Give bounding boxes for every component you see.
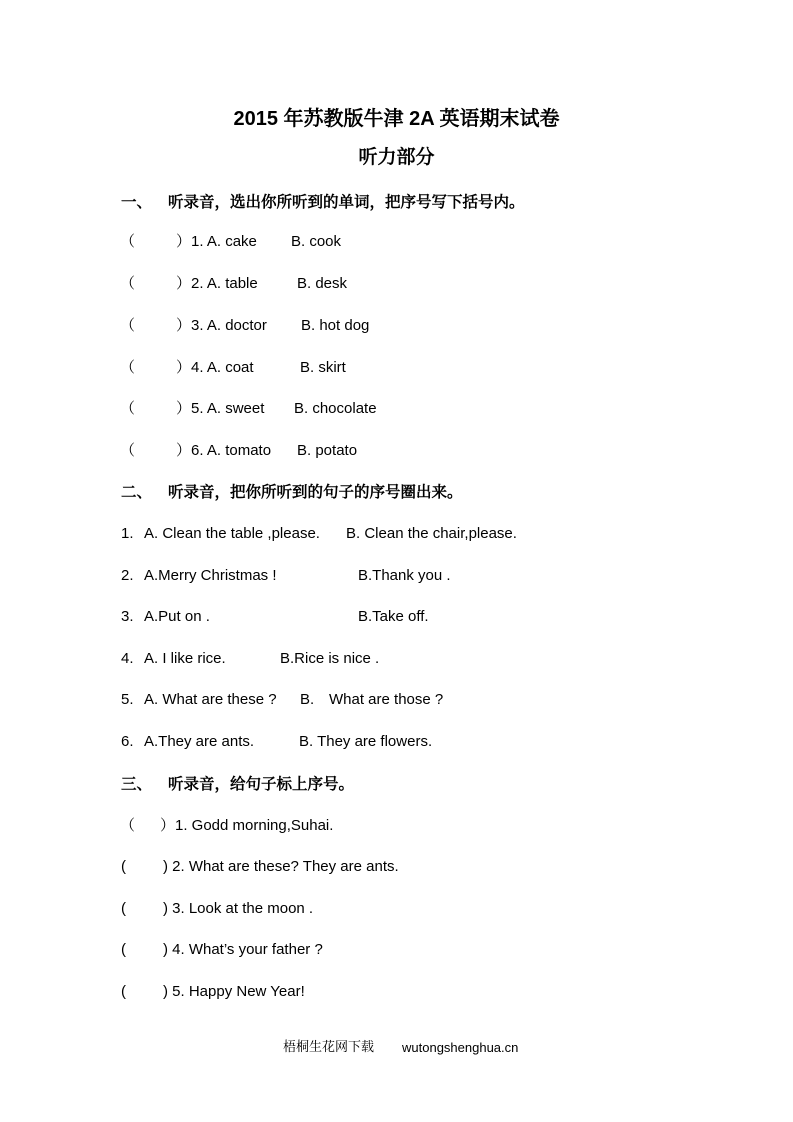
- section-instruction: 听录音，把你所听到的句子的序号圈出来。: [168, 484, 463, 501]
- question-item: [0, 607, 793, 627]
- option-b-text: What are those ?: [329, 691, 444, 708]
- option-b-text: B. cook: [291, 233, 342, 250]
- question-number: 6.: [121, 733, 134, 750]
- option-b-text: B.Take off.: [358, 608, 429, 625]
- option-b-text: B. They are flowers.: [299, 733, 433, 750]
- answer-bracket-open: （: [120, 400, 136, 417]
- section-2-header: [0, 483, 793, 503]
- page-title: 2015 年苏教版牛津 2A 英语期末试卷: [233, 108, 560, 130]
- question-item: [0, 358, 793, 378]
- option-a-text: A. sweet: [206, 400, 265, 417]
- question-option-a: [176, 316, 267, 336]
- footer-website: wutongshenghua.cn: [402, 1040, 519, 1055]
- section-instruction: 听录音，选出你所听到的单词，把序号写下括号内。: [168, 194, 525, 211]
- question-number: ）3.: [176, 317, 204, 334]
- question-item: [0, 857, 793, 877]
- option-b-text: B. Clean the chair,please.: [346, 525, 517, 542]
- option-a-text: A.Put on .: [144, 608, 210, 625]
- sentence-text: ）1. Godd morning,Suhai.: [160, 817, 334, 834]
- option-a-text: A. coat: [206, 359, 254, 376]
- question-item: [0, 274, 793, 294]
- question-item: [0, 899, 793, 919]
- answer-bracket-open: (: [121, 983, 126, 1000]
- section-1-header: [0, 193, 793, 213]
- question-item: [0, 649, 793, 669]
- question-item: [0, 982, 793, 1002]
- question-item: [0, 524, 793, 544]
- question-number: ）4.: [176, 359, 204, 376]
- answer-bracket-open: (: [121, 941, 126, 958]
- question-option-a: [176, 399, 264, 419]
- question-item: [0, 690, 793, 710]
- page-subtitle: 听力部分: [358, 147, 435, 168]
- question-item: [0, 232, 793, 252]
- sentence-text: ) 5. Happy New Year!: [163, 983, 305, 1000]
- answer-bracket-open: （: [120, 233, 136, 250]
- option-b-text: B. hot dog: [301, 317, 370, 334]
- question-item: [0, 816, 793, 836]
- section-number: 一、: [121, 194, 153, 211]
- option-a-text: A. doctor: [206, 317, 267, 334]
- option-b-text: B. skirt: [300, 359, 346, 376]
- option-b-text: B. potato: [297, 442, 358, 459]
- question-number: ）6.: [176, 442, 204, 459]
- section-number: 二、: [121, 484, 153, 501]
- option-b-text: B. desk: [297, 275, 348, 292]
- question-item: [0, 940, 793, 960]
- question-item: [0, 566, 793, 586]
- question-number: ）2.: [176, 275, 204, 292]
- question-number: ）5.: [176, 400, 204, 417]
- question-number: 5.: [121, 691, 134, 708]
- answer-bracket-open: （: [120, 275, 136, 292]
- footer-source: 梧桐生花网下载: [283, 1040, 375, 1055]
- question-option-a: [176, 232, 257, 252]
- option-a-text: A. I like rice.: [144, 650, 226, 667]
- answer-bracket-open: （: [120, 359, 136, 376]
- option-a-text: A. table: [206, 275, 258, 292]
- question-option-a: [176, 441, 271, 461]
- option-a-text: A.Merry Christmas !: [144, 567, 277, 584]
- question-number: ）1.: [176, 233, 204, 250]
- question-number: 2.: [121, 567, 134, 584]
- option-b-label: B.: [300, 691, 315, 708]
- answer-bracket-open: (: [121, 858, 126, 875]
- option-b-text: B. chocolate: [294, 400, 377, 417]
- question-option-a: [176, 358, 254, 378]
- question-item: [0, 732, 793, 752]
- option-a-text: A.They are ants.: [144, 733, 255, 750]
- section-instruction: 听录音，给句子标上序号。: [168, 776, 355, 793]
- answer-bracket-open: （: [120, 317, 136, 334]
- option-b-text: B.Thank you .: [358, 567, 451, 584]
- question-item: [0, 399, 793, 419]
- option-a-text: A. What are these ?: [144, 691, 277, 708]
- question-number: 1.: [121, 525, 134, 542]
- question-number: 3.: [121, 608, 134, 625]
- sentence-text: ) 3. Look at the moon .: [163, 900, 314, 917]
- section-number: 三、: [121, 776, 153, 793]
- sentence-text: ) 4. What’s your father ?: [163, 941, 323, 958]
- question-option-a: [176, 274, 258, 294]
- answer-bracket-open: （: [120, 817, 136, 834]
- question-item: [0, 441, 793, 461]
- sentence-text: ) 2. What are these? They are ants.: [163, 858, 399, 875]
- answer-bracket-open: (: [121, 900, 126, 917]
- answer-bracket-open: （: [120, 442, 136, 459]
- option-a-text: A. Clean the table ,please.: [144, 525, 320, 542]
- option-a-text: A. cake: [206, 233, 257, 250]
- section-3-header: [0, 775, 793, 795]
- option-b-text: B.Rice is nice .: [280, 650, 380, 667]
- question-item: [0, 316, 793, 336]
- option-a-text: A. tomato: [206, 442, 272, 459]
- question-number: 4.: [121, 650, 134, 667]
- page-footer: [0, 1039, 793, 1059]
